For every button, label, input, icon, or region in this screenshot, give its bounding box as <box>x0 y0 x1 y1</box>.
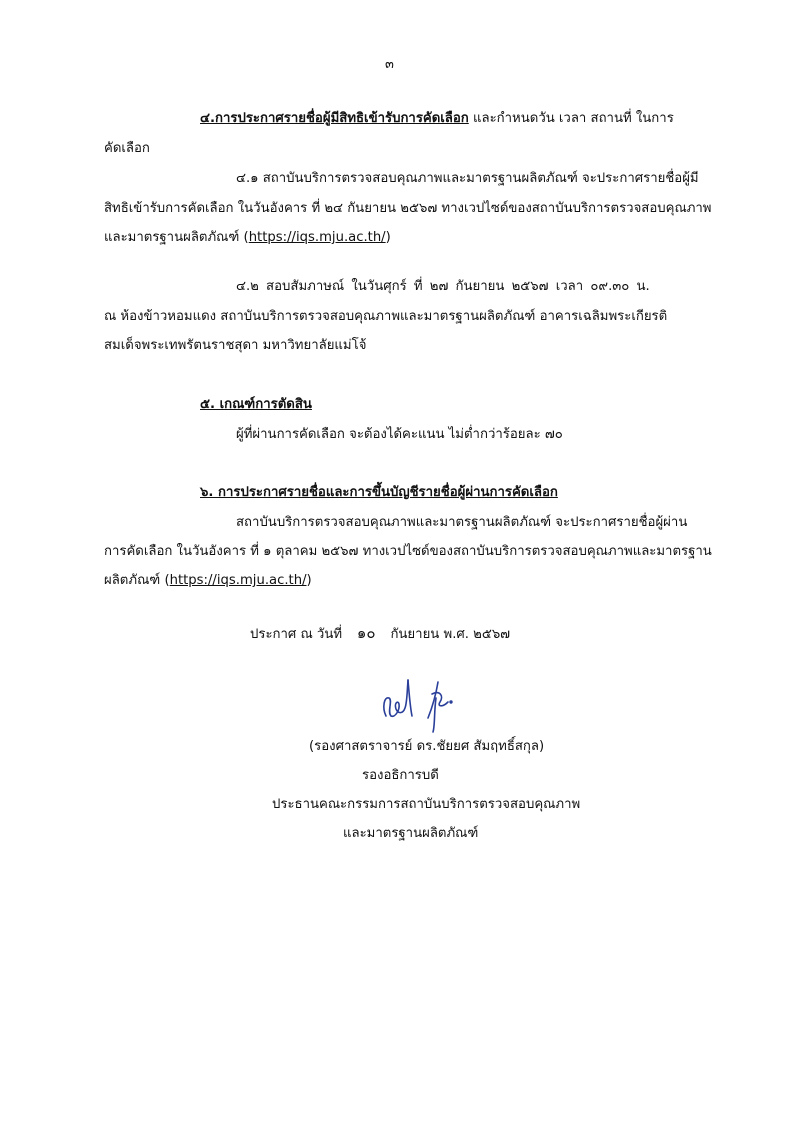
section-4-2-line-2: ณ ห้องข้าวหอมแดง สถาบันบริการตรวจสอบคุณภาพและมาตรฐานผลิตภัณฑ์ อาคารเฉลิมพระเกียรติ <box>104 309 668 324</box>
section-6-heading: ๖. การประกาศรายชื่อและการขึ้นบัญชีรายชื่อผู้ผ่านการคัดเลือก <box>200 485 558 500</box>
iqs-website-link-2[interactable]: https://iqs.mju.ac.th/ <box>169 573 307 588</box>
section-6-line-3-pre: ผลิตภัณฑ์ ( <box>104 573 170 588</box>
signatory-position-3: และมาตรฐานผลิตภัณฑ์ <box>343 826 479 841</box>
section-4-1-line-3-post: ) <box>385 230 391 245</box>
section-4-1-line-3-pre: และมาตรฐานผลิตภัณฑ์ ( <box>104 230 249 245</box>
section-4-1-line-3 <box>104 229 391 247</box>
signatory-name: (รองศาสตราจารย์ ดร.ชัยยศ สัมฤทธิ์สกุล) <box>309 739 545 754</box>
section-6-line-3 <box>104 572 312 590</box>
section-4-1-line-2: สิทธิเข้ารับการคัดเลือก ในวันอังคาร ที่ ๒๔ กันยายน ๒๕๖๗ ทางเวปไซด์ของสถาบันบริการตรวจสอบคุณภาพ <box>104 201 712 216</box>
section-4-1-line-1: ๔.๑ สถาบันบริการตรวจสอบคุณภาพและมาตรฐานผลิตภัณฑ์ จะประกาศรายชื่อผู้มี <box>236 171 699 186</box>
section-4-heading-cont: คัดเลือก <box>104 141 150 156</box>
section-4-heading-line <box>200 110 674 128</box>
section-6-line-2: การคัดเลือก ในวันอังคาร ที่ ๑ ตุลาคม ๒๕๖๗ ทางเวปไซด์ของสถาบันบริการตรวจสอบคุณภาพและมาตรฐาน <box>104 544 712 559</box>
section-4-2-line-3: สมเด็จพระเทพรัตนราชสุดา มหาวิทยาลัยแม่โจ้ <box>104 338 367 353</box>
section-6-line-1: สถาบันบริการตรวจสอบคุณภาพและมาตรฐานผลิตภัณฑ์ จะประกาศรายชื่อผู้ผ่าน <box>236 515 688 530</box>
section-4-2-line-1: ๔.๒ สอบสัมภาษณ์ ในวันศุกร์ ที่ ๒๗ กันยายน ๒๕๖๗ เวลา ๐๙.๓๐ น. <box>236 279 650 294</box>
announce-suffix: กันยายน พ.ศ. ๒๕๖๗ <box>390 627 511 642</box>
section-5-line-1: ผู้ที่ผ่านการคัดเลือก จะต้องได้คะแนน ไม่ต่ำกว่าร้อยละ ๗๐ <box>236 427 563 442</box>
section-4-heading: ๔.การประกาศรายชื่อผู้มีสิทธิเข้ารับการคัดเลือก <box>200 111 469 126</box>
announce-day: ๑๐ <box>356 624 376 642</box>
announcement-date <box>250 624 510 644</box>
section-6-line-3-post: ) <box>306 573 312 588</box>
signature <box>372 672 492 734</box>
signatory-position-1: รองอธิการบดี <box>362 768 439 783</box>
section-5-heading: ๕. เกณฑ์การตัดสิน <box>200 397 312 412</box>
section-4-heading-rest: และกำหนดวัน เวลา สถานที่ ในการ <box>468 111 674 126</box>
announce-prefix: ประกาศ ณ วันที่ <box>250 627 343 642</box>
signatory-position-2: ประธานคณะกรรมการสถาบันบริการตรวจสอบคุณภาพ <box>272 797 581 812</box>
page-number: ๓ <box>385 57 394 72</box>
iqs-website-link[interactable]: https://iqs.mju.ac.th/ <box>248 230 386 245</box>
